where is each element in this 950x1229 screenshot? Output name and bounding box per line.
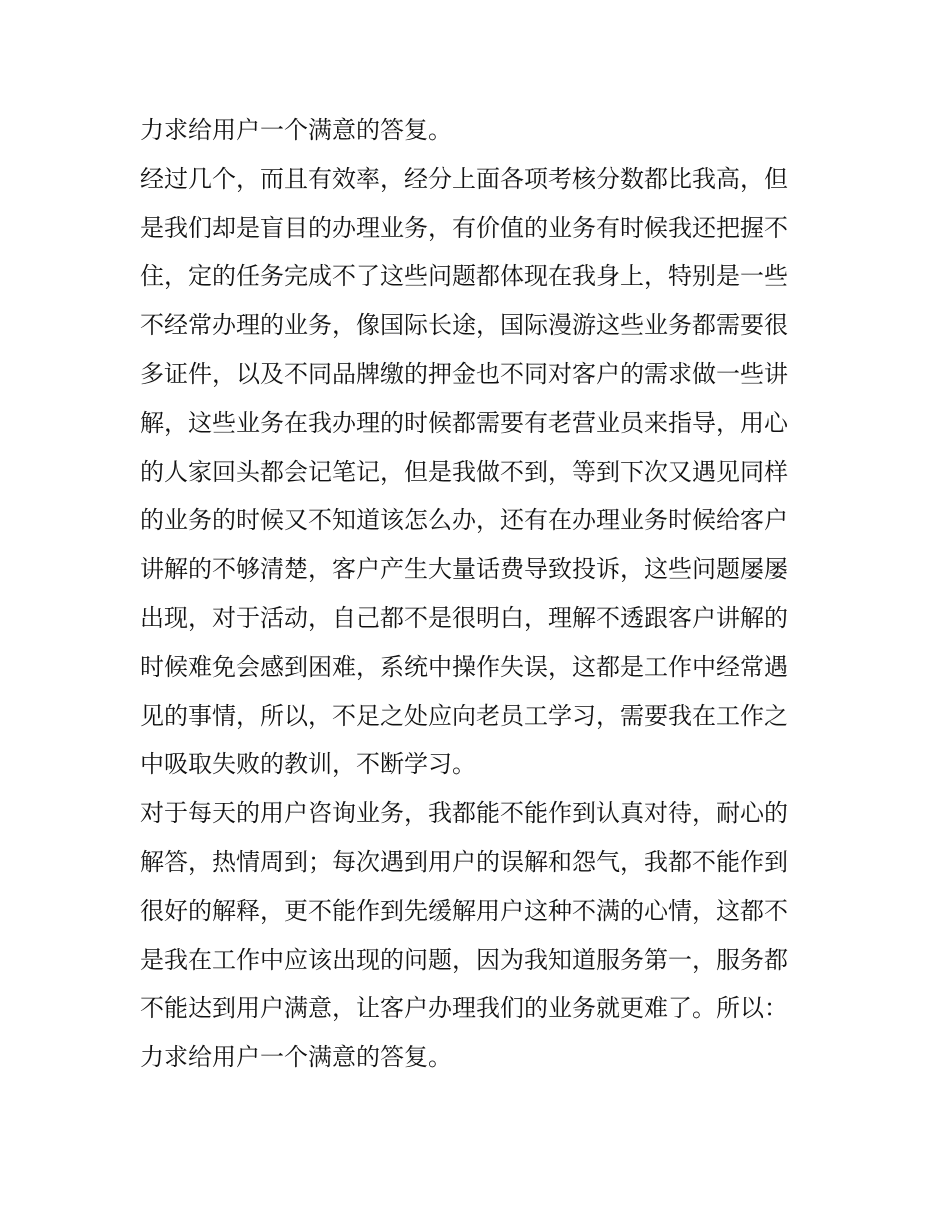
text-line: 力求给用户一个满意的答复。 [140,116,452,144]
text-line: 出现，对于活动，自己都不是很明白，理解不透跟客户讲解的 [140,603,788,632]
text-line: 时候难免会感到困难，系统中操作失误，这都是工作中经常遇 [140,652,788,681]
text-line: 是我们却是盲目的办理业务，有价值的业务有时候我还把握不 [140,213,788,242]
text-line: 不经常办理的业务，像国际长途，国际漫游这些业务都需要很 [140,311,788,340]
text-line: 不能达到用户满意，让客户办理我们的业务就更难了。所以： [140,994,788,1023]
text-line: 经过几个，而且有效率，经分上面各项考核分数都比我高，但 [140,164,788,193]
text-line: 解答，热情周到；每次遇到用户的误解和怨气，我都不能作到 [140,847,788,876]
text-line: 的人家回头都会记笔记，但是我做不到，等到下次又遇见同样 [140,457,788,486]
text-line: 住，定的任务完成不了这些问题都体现在我身上，特别是一些 [140,262,788,291]
text-line: 多证件，以及不同品牌缴的押金也不同对客户的需求做一些讲 [140,359,788,388]
text-line: 解，这些业务在我办理的时候都需要有老营业员来指导，用心 [140,408,788,437]
text-line: 的业务的时候又不知道该怎么办，还有在办理业务时候给客户 [140,506,788,535]
text-line: 力求给用户一个满意的答复。 [140,1043,452,1072]
text-line: 是我在工作中应该出现的问题，因为我知道服务第一，服务都 [140,945,788,974]
text-line: 对于每天的用户咨询业务，我都能不能作到认真对待，耐心的 [140,799,788,828]
text-line: 中吸取失败的教训，不断学习。 [140,750,476,779]
text-line: 见的事情，所以，不足之处应向老员工学习，需要我在工作之 [140,701,788,730]
text-line: 很好的解释，更不能作到先缓解用户这种不满的心情，这都不 [140,896,788,925]
document-body [140,106,812,1082]
text-line: 讲解的不够清楚，客户产生大量话费导致投诉，这些问题屡屡 [140,555,788,584]
